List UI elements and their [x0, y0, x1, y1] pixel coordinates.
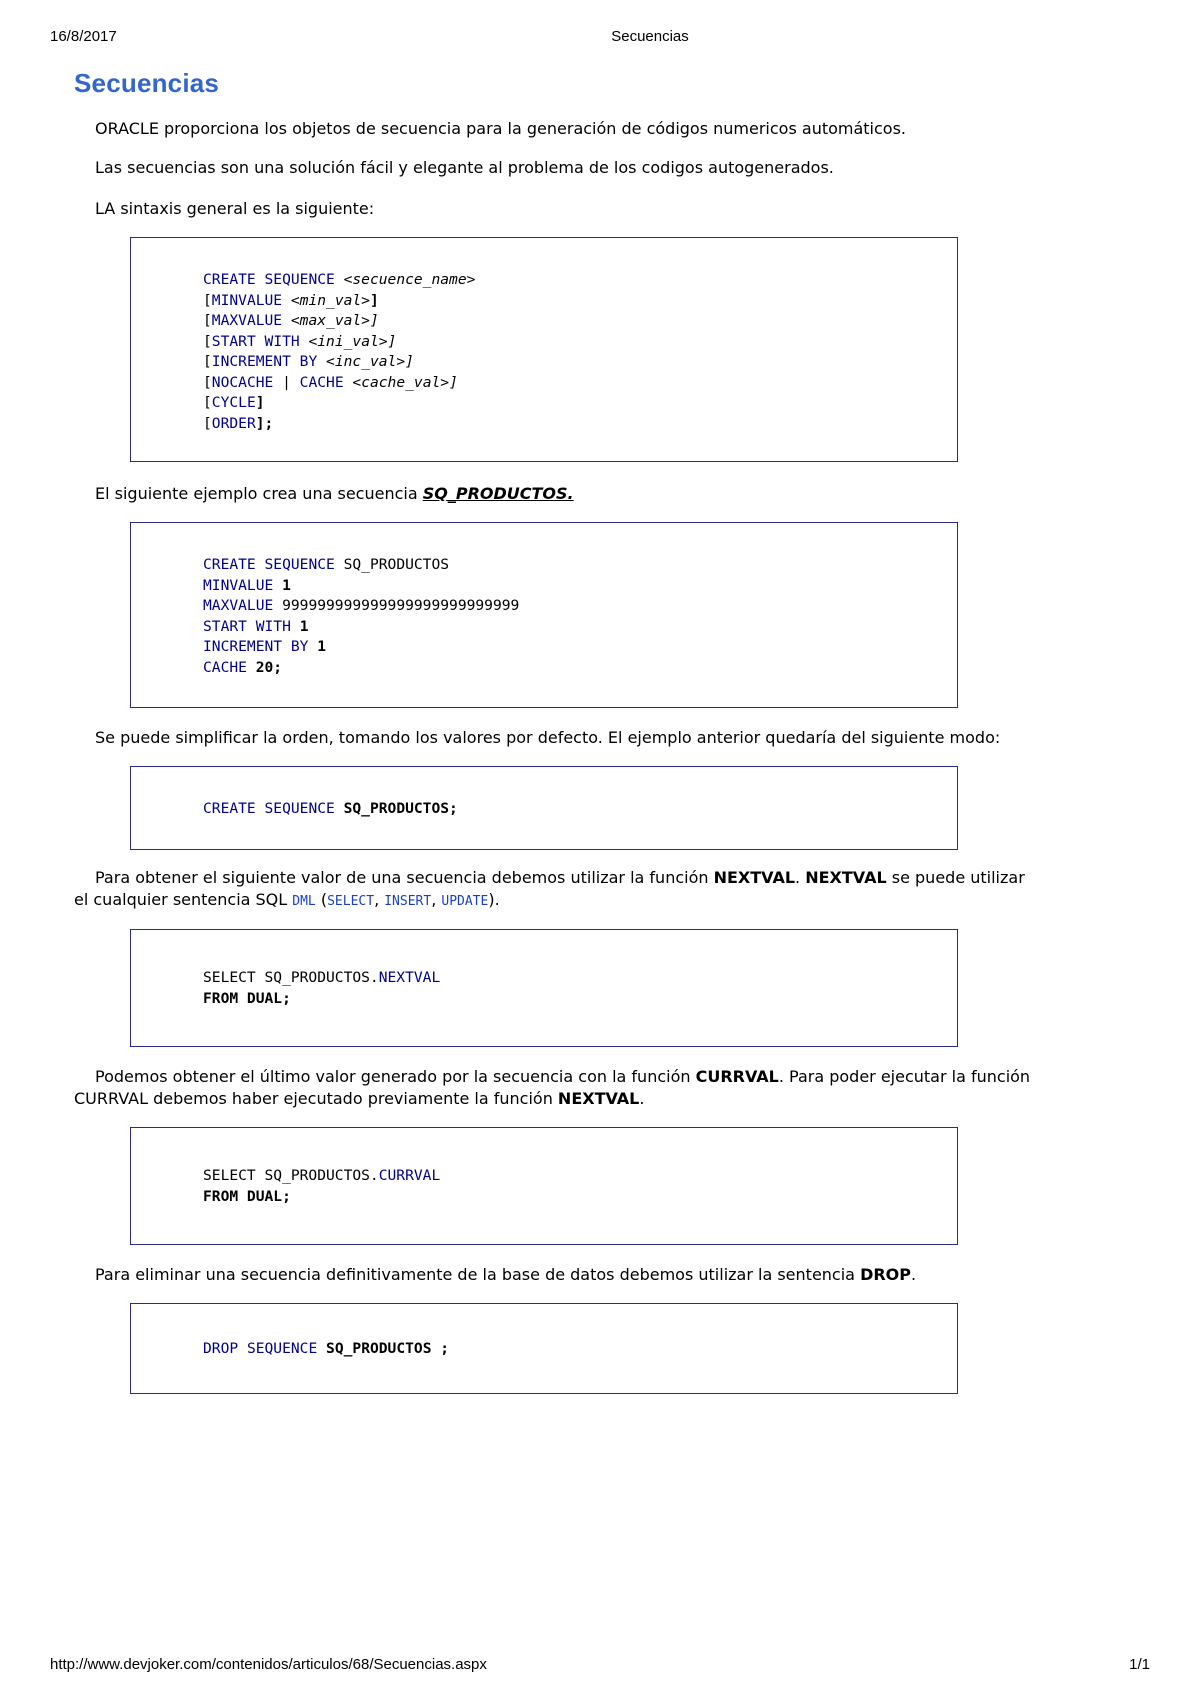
page-title: Secuencias	[74, 68, 220, 98]
example-intro: El siguiente ejemplo crea una secuencia SQ_PRODUCTOS.	[95, 484, 574, 503]
nextval-paragraph: Para obtener el siguiente valor de una secuencia debemos utilizar la función NEXTVAL. NEXTVAL se puede utilizar el cualquier sentencia SQL DML (SELECT, INSERT, UPDATE).	[74, 868, 1025, 909]
intro-paragraph-2: Las secuencias son una solución fácil y elegante al problema de los codigos autogenerados.	[95, 158, 834, 177]
drop-code: DROP SEQUENCE SQ_PRODUCTOS ;	[203, 1340, 450, 1357]
nextval-code-box	[130, 929, 958, 1047]
simple-code: CREATE SEQUENCE SQ_PRODUCTOS;	[203, 800, 458, 817]
simple-code-box	[130, 766, 958, 850]
intro-paragraph-3: LA sintaxis general es la siguiente:	[95, 199, 375, 218]
drop-paragraph: Para eliminar una secuencia definitivamente de la base de datos debemos utilizar la sentencia DROP.	[95, 1265, 917, 1284]
simplify-paragraph: Se puede simplificar la orden, tomando los valores por defecto. El ejemplo anterior quedaría del siguiente modo:	[95, 728, 1001, 747]
nextval-code: SELECT SQ_PRODUCTOS.NEXTVAL FROM DUAL;	[203, 969, 441, 1007]
example-code-box	[130, 522, 958, 708]
drop-code-box	[130, 1303, 958, 1394]
footer-page-number: 1/1	[1129, 1656, 1150, 1673]
syntax-code: CREATE SEQUENCE <secuence_name> [MINVALUE <min_val>] [MAXVALUE <max_val>] [START WITH <ini_val>] [INCREMENT BY <inc_val>] [NOCACHE | CACHE <cache_val>] [CYCLE] [ORDER];	[203, 271, 476, 432]
currval-paragraph: Podemos obtener el último valor generado por la secuencia con la función CURRVAL. Para poder ejecutar la función CURRVAL debemos haber ejecutado previamente la función NEXTVAL.	[74, 1067, 1031, 1108]
syntax-code-box	[130, 237, 958, 462]
print-date: 16/8/2017	[50, 28, 117, 45]
currval-code-box	[130, 1127, 958, 1245]
intro-paragraph-1: ORACLE proporciona los objetos de secuencia para la generación de códigos numericos automáticos.	[95, 119, 907, 138]
currval-code: SELECT SQ_PRODUCTOS.CURRVAL FROM DUAL;	[203, 1167, 441, 1205]
footer-url: http://www.devjoker.com/contenidos/articulos/68/Secuencias.aspx	[50, 1656, 487, 1673]
print-title: Secuencias	[611, 28, 689, 45]
example-code: CREATE SEQUENCE SQ_PRODUCTOS MINVALUE 1 MAXVALUE 999999999999999999999999999 START WITH 1 INCREMENT BY 1 CACHE 20;	[203, 556, 520, 676]
